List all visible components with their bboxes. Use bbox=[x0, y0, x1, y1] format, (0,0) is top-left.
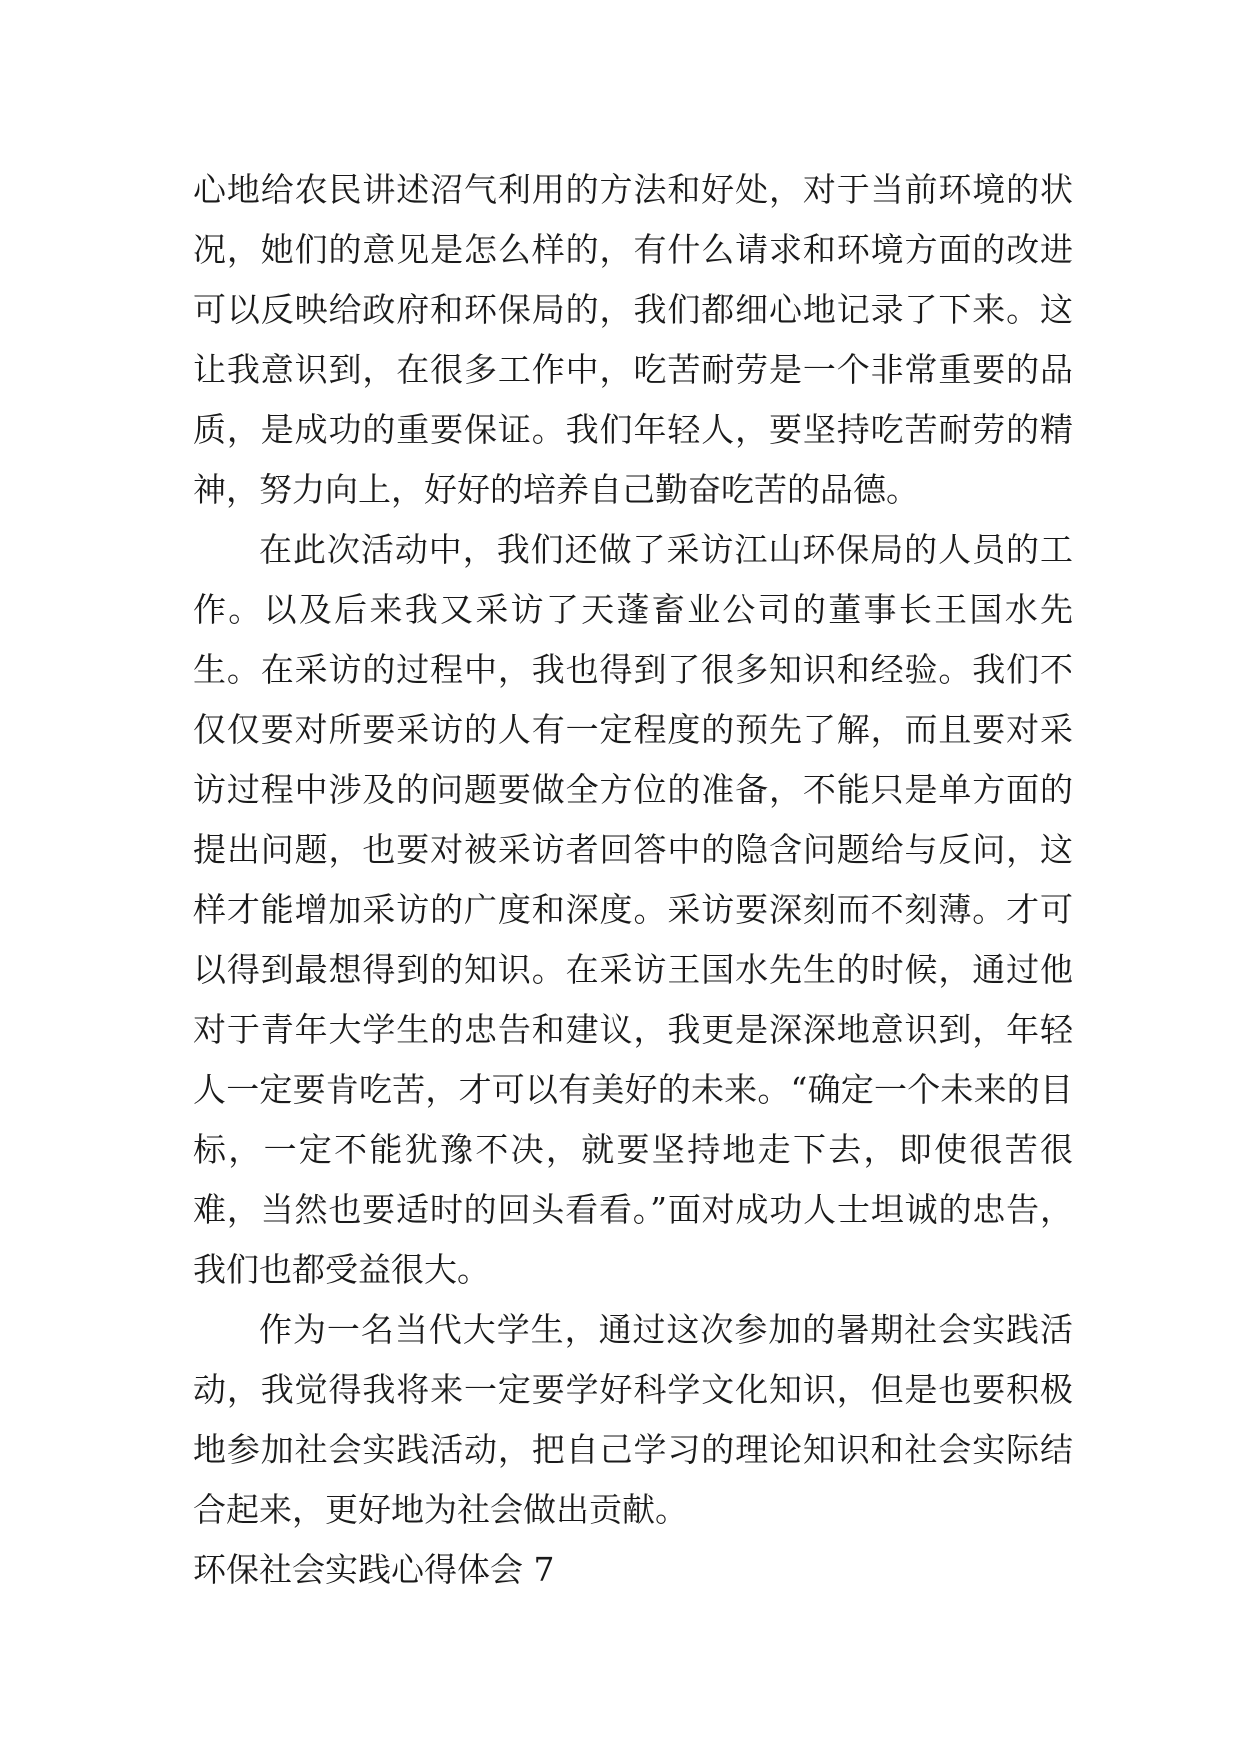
paragraph-conclusion: 作为一名当代大学生，通过这次参加的暑期社会实践活动，我觉得我将来一定要学好科学文化知识，但是也要积极地参加社会实践活动，把自己学习的理论知识和社会实际结合起来，更好地为社会做出贡献。 bbox=[193, 1310, 1073, 1529]
section-heading: 环保社会实践心得体会 7 bbox=[193, 1550, 555, 1589]
paragraph-continued: 心地给农民讲述沼气利用的方法和好处，对于当前环境的状况，她们的意见是怎么样的，有什么请求和环境方面的改进可以反映给政府和环保局的，我们都细心地记录了下来。这让我意识到，在很多工作中，吃苦耐劳是一个非常重要的品质，是成功的重要保证。我们年轻人，要坚持吃苦耐劳的精神，努力向上，好好的培养自己勤奋吃苦的品德。 bbox=[193, 170, 1073, 509]
paragraph-interview: 在此次活动中，我们还做了采访江山环保局的人员的工作。以及后来我又采访了天蓬畜业公司的董事长王国水先生。在采访的过程中，我也得到了很多知识和经验。我们不仅仅要对所要采访的人有一定程度的预先了解，而且要对采访过程中涉及的问题要做全方位的准备，不能只是单方面的提出问题，也要对被采访者回答中的隐含问题给与反问，这样才能增加采访的广度和深度。采访要深刻而不刻薄。才可以得到最想得到的知识。在采访王国水先生的时候，通过他对于青年大学生的忠告和建议，我更是深深地意识到，年轻人一定要肯吃苦，才可以有美好的未来。“确定一个未来的目标，一定不能犹豫不决，就要坚持地走下去，即使很苦很难，当然也要适时的回头看看。”面对成功人士坦诚的忠告，我们也都受益很大。 bbox=[193, 530, 1073, 1289]
document-body bbox=[193, 160, 1073, 1600]
